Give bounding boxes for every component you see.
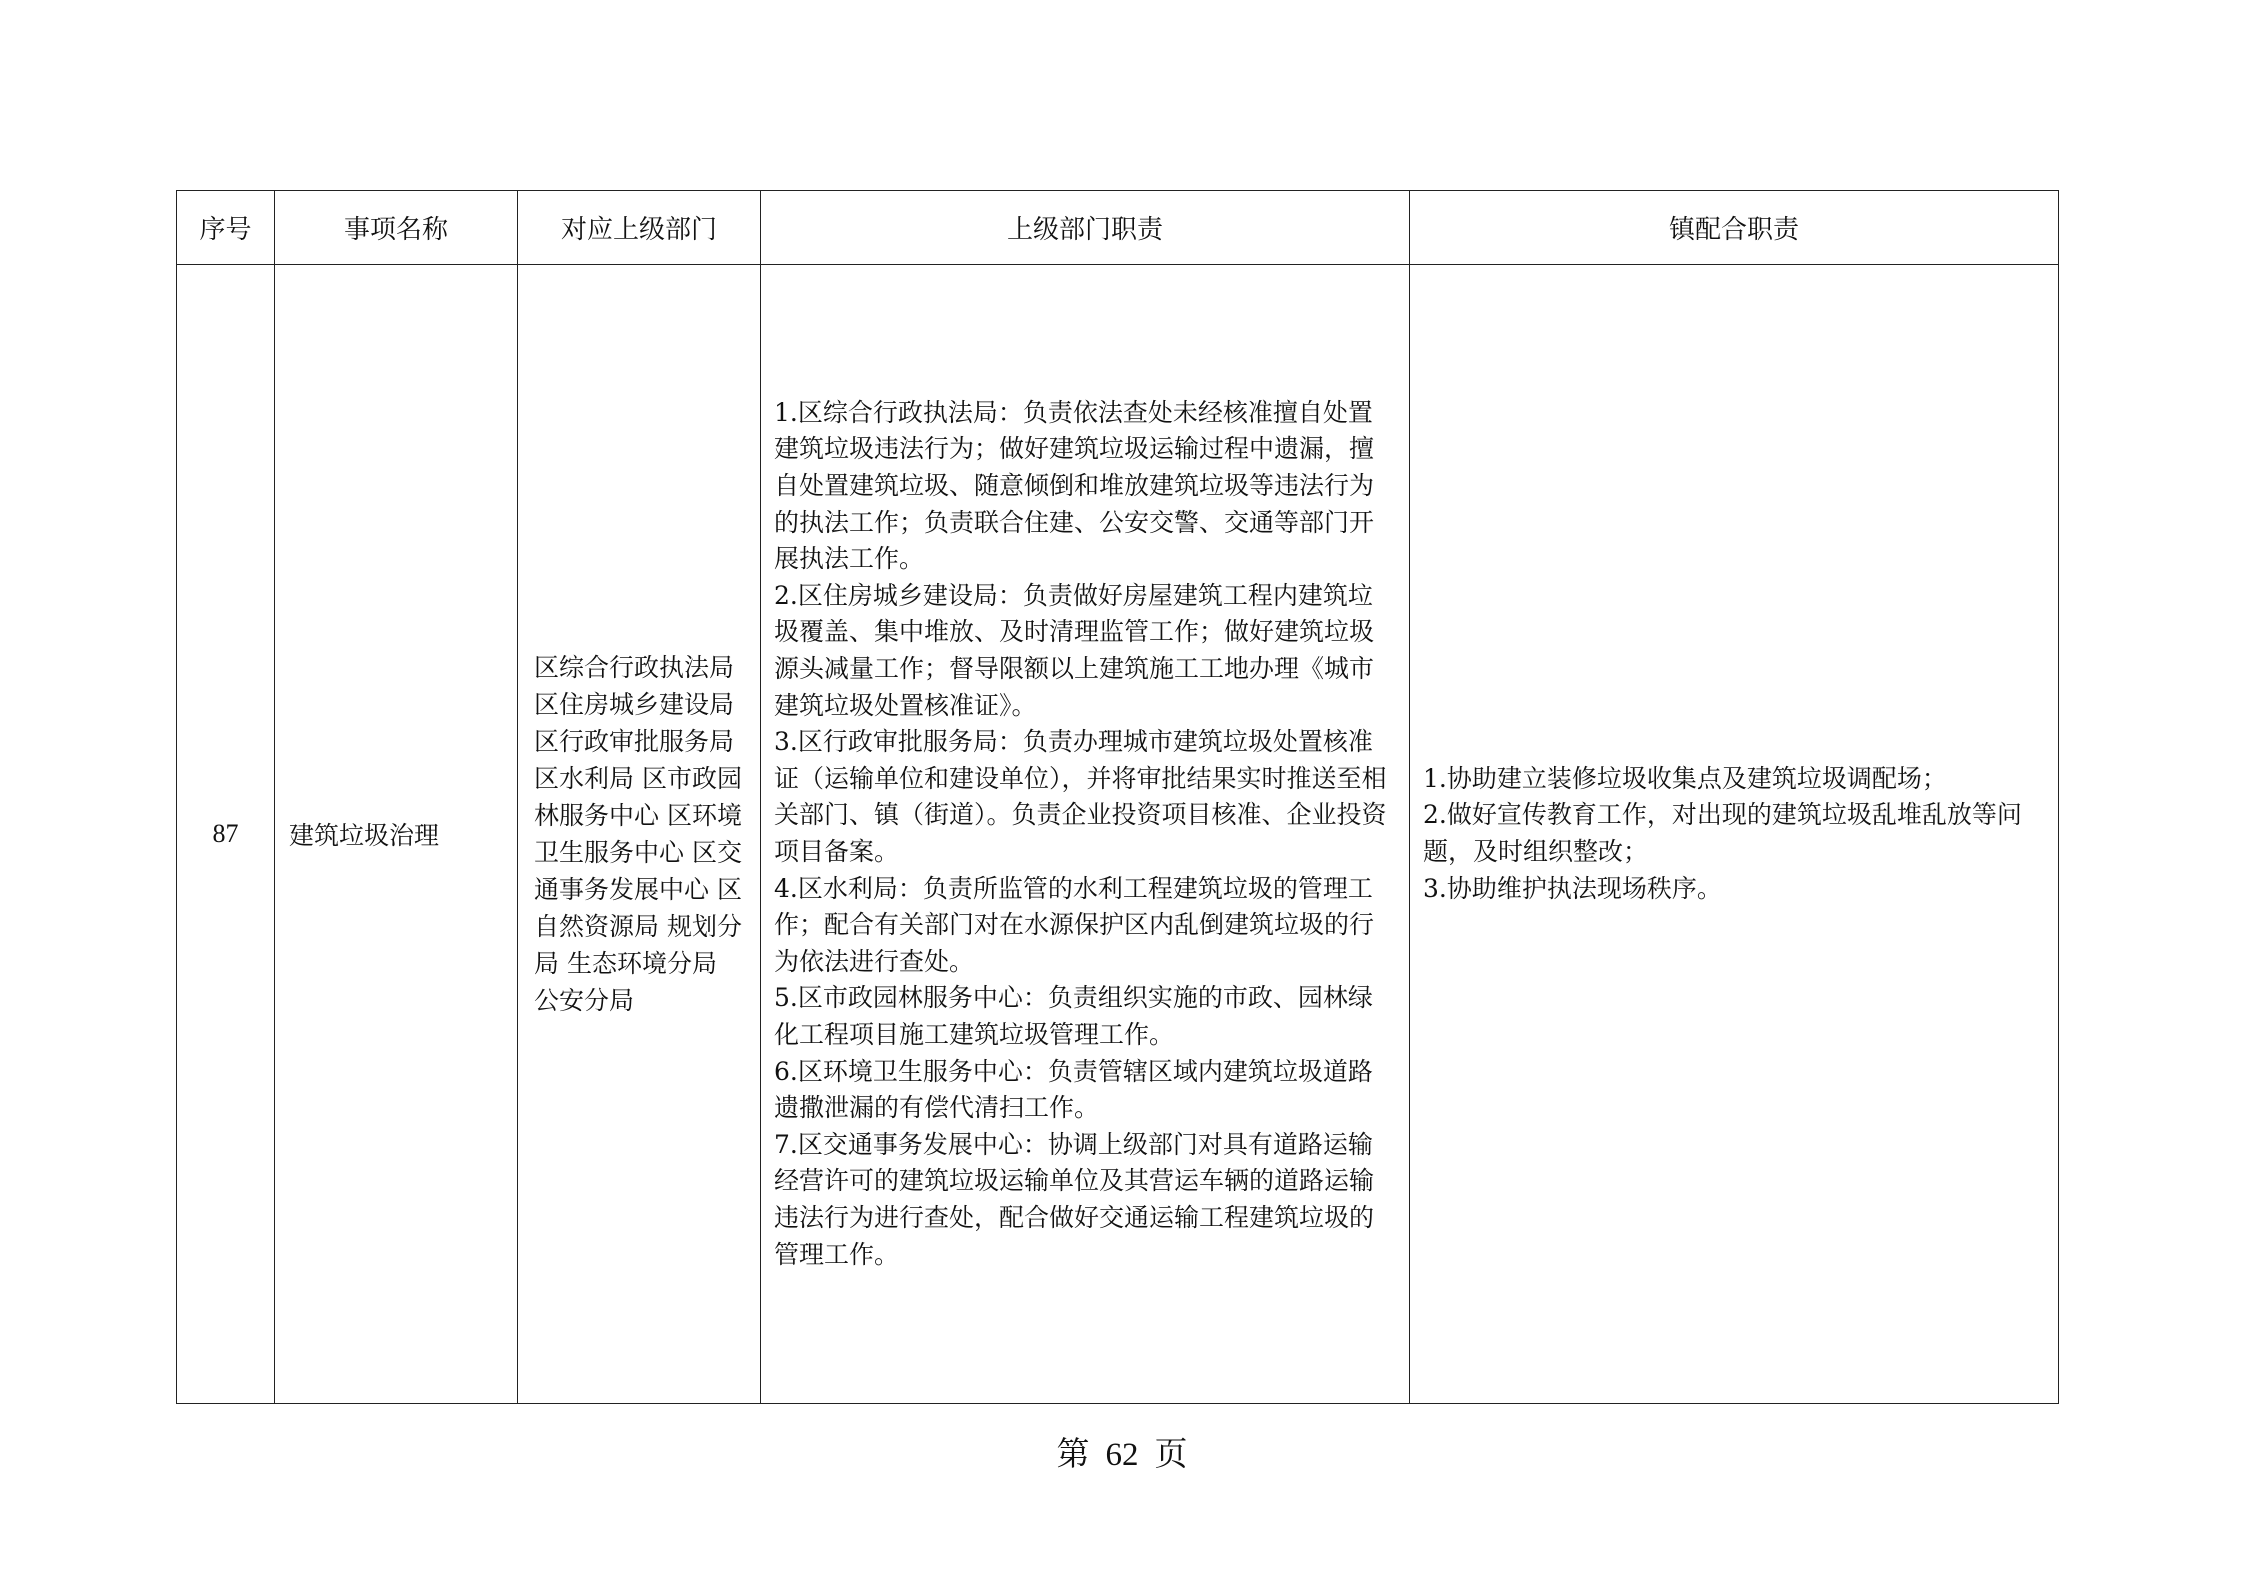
page-number — [0, 1428, 2244, 1475]
page-number-value: 62 — [1105, 1437, 1139, 1473]
header-superior-dept: 对应上级部门 — [518, 191, 761, 265]
cell-item-name: 建筑垃圾治理 — [275, 265, 518, 1404]
table-header-row — [177, 191, 2059, 265]
duty-item: 5.区市政园林服务中心：负责组织实施的市政、园林绿化工程项目施工建筑垃圾管理工作。 — [774, 983, 1373, 1049]
header-superior-duties: 上级部门职责 — [761, 191, 1410, 265]
page-prefix: 第 — [1056, 1437, 1090, 1473]
header-item-name: 事项名称 — [275, 191, 518, 265]
header-serial-no: 序号 — [177, 191, 275, 265]
town-duty-item: 2.做好宣传教育工作，对出现的建筑垃圾乱堆乱放等问题，及时组织整改； — [1423, 800, 2022, 866]
cell-superior-dept: 区综合行政执法局 区住房城乡建设局 区行政审批服务局 区水利局 区市政园林服务中心 区环境卫生服务中心 区交通事务发展中心 区自然资源局 规划分局 生态环境分局 公安分局 — [518, 265, 761, 1404]
duty-item: 6.区环境卫生服务中心：负责管辖区域内建筑垃圾道路遗撒泄漏的有偿代清扫工作。 — [774, 1056, 1373, 1123]
page-suffix: 页 — [1154, 1437, 1188, 1473]
duty-item: 3.区行政审批服务局：负责办理城市建筑垃圾处置核准证（运输单位和建设单位），并将审批结果实时推送至相关部门、镇（街道）。负责企业投资项目核准、企业投资项目备案。 — [774, 727, 1387, 866]
cell-town-duties — [1410, 265, 2059, 1404]
duty-item: 7.区交通事务发展中心：协调上级部门对具有道路运输经营许可的建筑垃圾运输单位及其营运车辆的道路运输违法行为进行查处，配合做好交通运输工程建筑垃圾的管理工作。 — [774, 1129, 1375, 1269]
cell-serial-no: 87 — [177, 265, 275, 1404]
duty-item: 4.区水利局：负责所监管的水利工程建筑垃圾的管理工作；配合有关部门对在水源保护区内乱倒建筑垃圾的行为依法进行查处。 — [774, 873, 1375, 976]
table-row — [177, 265, 2059, 1404]
responsibility-table — [176, 190, 2059, 1404]
responsibility-table-container — [176, 190, 2058, 1404]
header-town-duties: 镇配合职责 — [1410, 191, 2059, 265]
town-duty-item: 3.协助维护执法现场秩序。 — [1423, 873, 1722, 903]
cell-superior-duties — [761, 265, 1410, 1404]
town-duty-item: 1.协助建立装修垃圾收集点及建筑垃圾调配场； — [1423, 763, 1947, 793]
duty-item: 1.区综合行政执法局：负责依法查处未经核准擅自处置建筑垃圾违法行为；做好建筑垃圾运输过程中遗漏，擅自处置建筑垃圾、随意倾倒和堆放建筑垃圾等违法行为的执法工作；负责联合住建、公安交警、交通等部门开展执法工作。 — [774, 397, 1375, 574]
duty-item: 2.区住房城乡建设局：负责做好房屋建筑工程内建筑垃圾覆盖、集中堆放、及时清理监管工作；做好建筑垃圾源头减量工作；督导限额以上建筑施工工地办理《城市建筑垃圾处置核准证》。 — [774, 580, 1375, 720]
